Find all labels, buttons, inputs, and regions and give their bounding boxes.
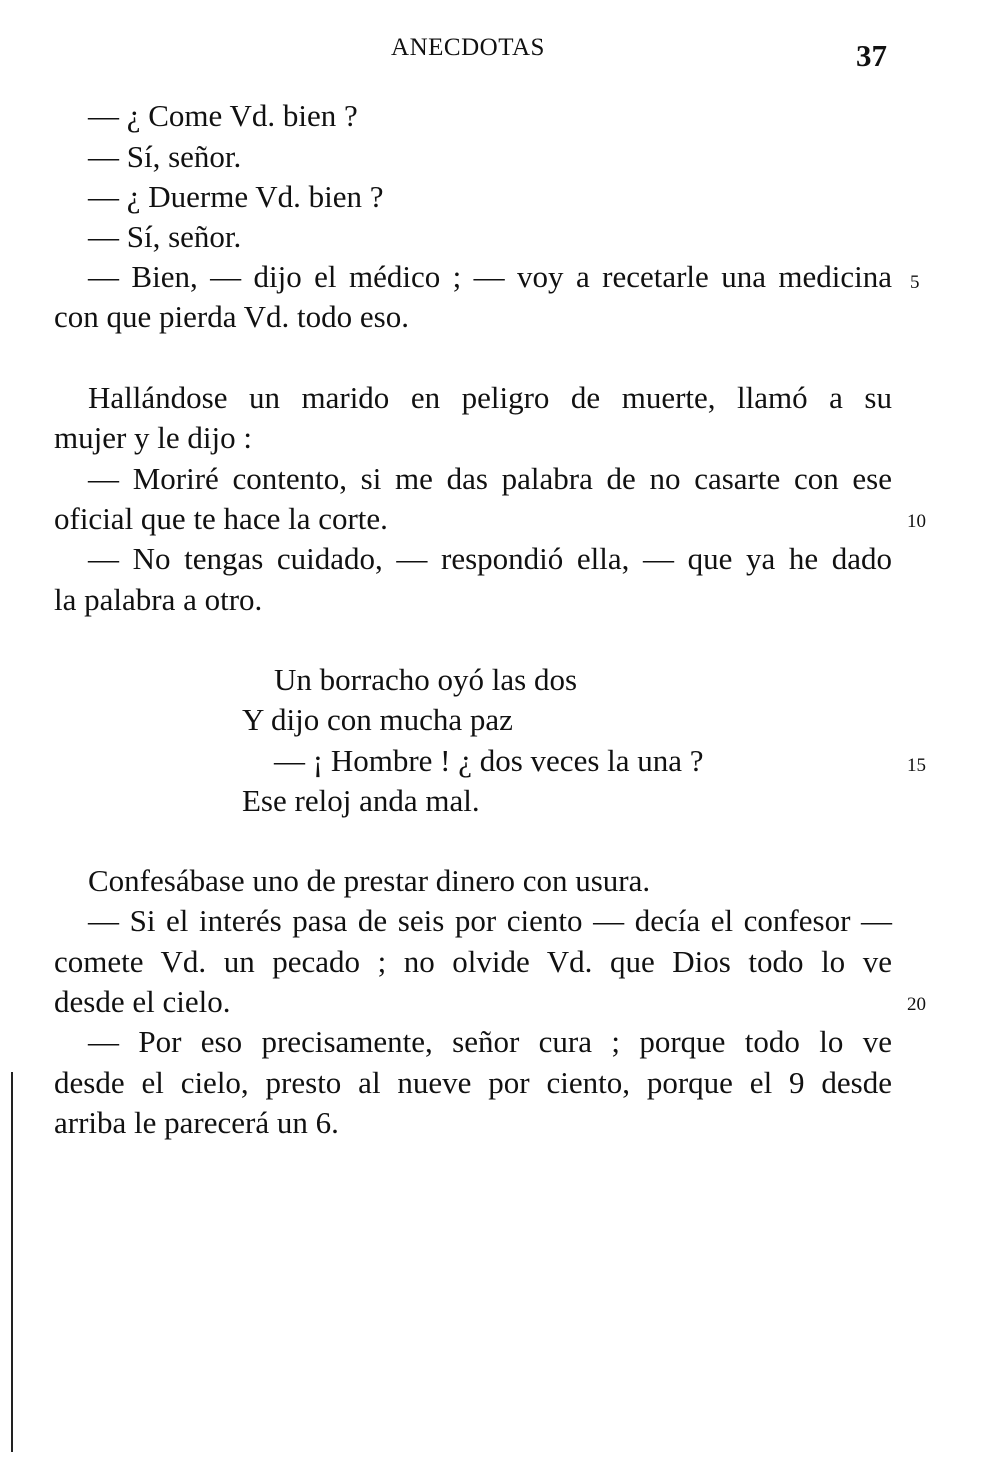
text-line: — No tengas cuidado, — respondió ella, — que ya he dado [88,541,892,576]
text-line: la palabra a otro. [54,582,263,617]
text-line: — Sí, señor. [88,219,242,254]
text-line: Confesábase uno de prestar dinero con usura. [88,863,651,898]
page-number: 37 [856,38,887,73]
poem-line: — ¡ Hombre ! ¿ dos veces la una ? [274,743,704,778]
header-title: ANECDOTAS [391,34,545,61]
text-line: desde el cielo. [54,984,231,1019]
text-line: con que pierda Vd. todo eso. [54,299,409,334]
text-line: oficial que te hace la corte. [54,501,388,536]
text-line: — Bien, — dijo el médico ; — voy a recetarle una medicina [88,259,892,294]
text-line: Hallándose un marido en peligro de muerte, llamó a su [88,380,892,415]
line-number: 20 [907,994,926,1015]
text-line: — Si el interés pasa de seis por ciento — decía el confesor — [88,903,892,938]
poem-line: Ese reloj anda mal. [242,783,480,818]
text-line: — ¿ Duerme Vd. bien ? [88,179,384,214]
poem-line: Y dijo con mucha paz [242,702,513,737]
text-line: mujer y le dijo : [54,420,253,455]
text-line: comete Vd. un pecado ; no olvide Vd. que Dios todo lo ve [54,944,892,979]
margin-rule [11,1072,13,1452]
text-line: — Sí, señor. [88,139,242,174]
text-line: arriba le parecerá un 6. [54,1105,339,1140]
line-number: 5 [910,272,920,293]
text-line: — Moriré contento, si me das palabra de no casarte con ese [88,461,892,496]
poem-line: Un borracho oyó las dos [274,662,578,697]
text-line: — ¿ Come Vd. bien ? [88,98,358,133]
text-line: desde el cielo, presto al nueve por ciento, porque el 9 desde [54,1065,892,1100]
text-line: — Por eso precisamente, señor cura ; porque todo lo ve [88,1024,892,1059]
line-number: 10 [907,511,926,532]
line-number: 15 [907,755,926,776]
